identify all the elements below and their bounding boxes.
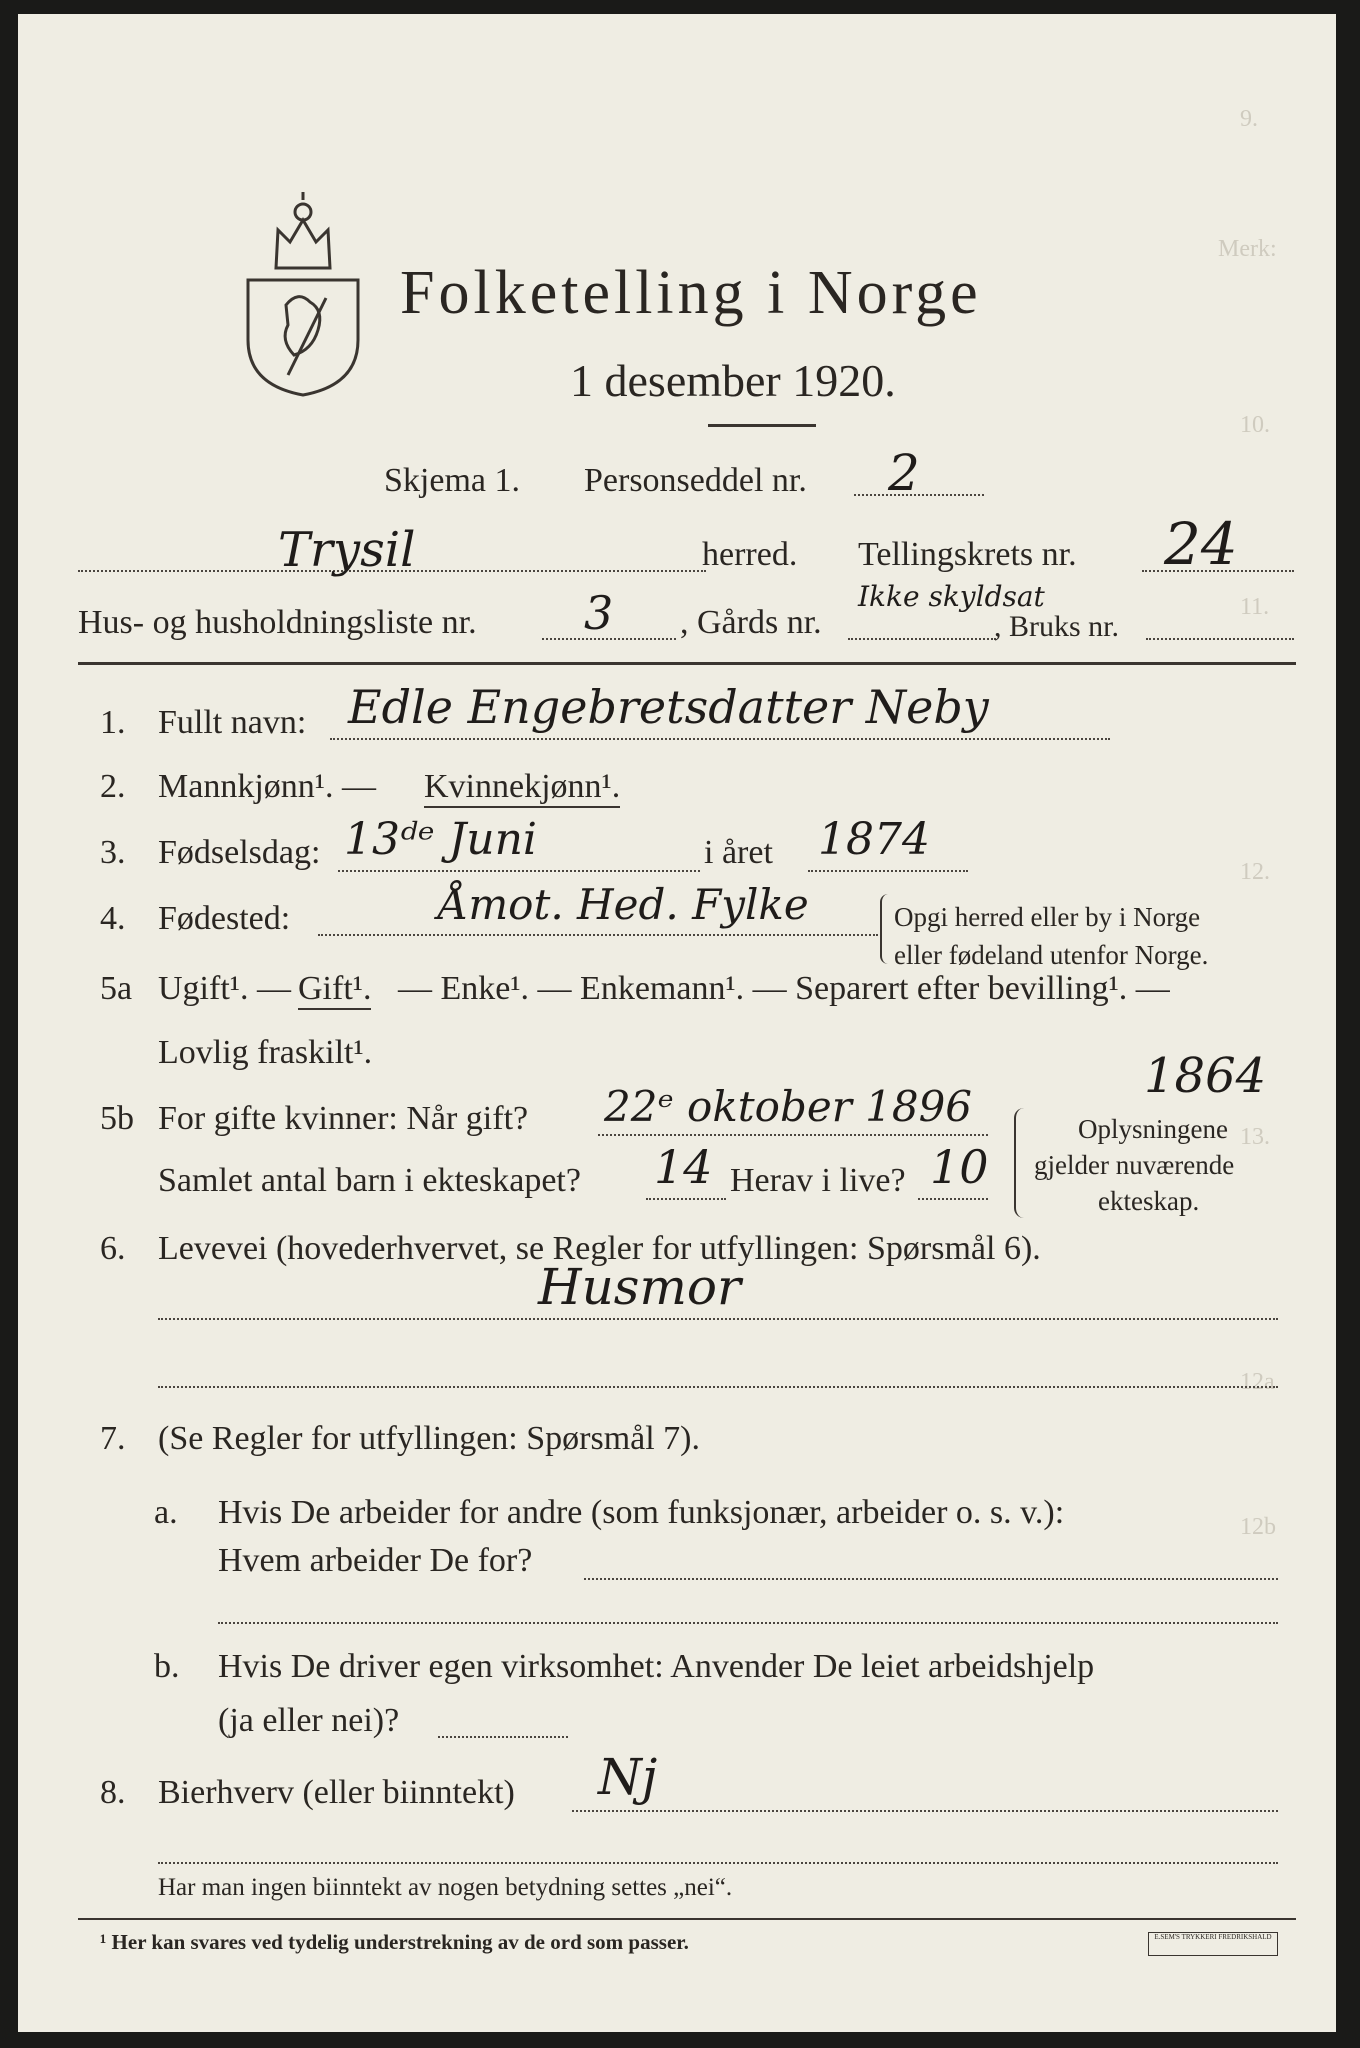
birthplace-value[interactable]: Åmot. Hed. Fylke xyxy=(438,880,809,929)
q3-year-label: i året xyxy=(704,834,773,871)
q1-line xyxy=(330,738,1110,740)
herred-label: herred. xyxy=(702,536,798,573)
form-date: 1 desember 1920. xyxy=(570,355,896,406)
q4-label: Fødested: xyxy=(158,900,291,937)
married-date-value[interactable]: 22ᵉ oktober 1896 xyxy=(604,1082,973,1131)
q5b-alive-line xyxy=(918,1198,988,1200)
q1-number: 1. xyxy=(100,704,126,741)
q5b-label: For gifte kvinner: Når gift? xyxy=(158,1100,529,1137)
footer-rule xyxy=(158,1862,1278,1864)
gender-male-option[interactable]: Mannkjønn¹. — xyxy=(158,768,376,805)
q4-brace xyxy=(880,894,890,964)
q6-label: Levevei (hovederhvervet, se Regler for utfyllingen: Spørsmål 6). xyxy=(158,1230,1041,1267)
q3-year-line xyxy=(808,870,968,872)
gender-female-option[interactable]: Kvinnekjønn¹. xyxy=(424,768,620,808)
bruks-label: , Bruks nr. xyxy=(994,610,1120,643)
q3-label: Fødselsdag: xyxy=(158,834,321,871)
q5b-brace xyxy=(1014,1108,1026,1218)
full-name-value[interactable]: Edle Engebretsdatter Neby xyxy=(348,680,989,734)
q5b-married-line xyxy=(598,1134,988,1136)
personseddel-label: Personseddel nr. xyxy=(584,462,807,499)
q4-note-line1: Opgi herred eller by i Norge xyxy=(894,902,1201,932)
q7b-number: b. xyxy=(154,1648,180,1685)
marital-other-options[interactable]: — Enke¹. — Enkemann¹. — Separert efter bevilling¹. — xyxy=(398,970,1170,1007)
children-count-value[interactable]: 14 xyxy=(654,1140,713,1194)
skjema-label: Skjema 1. xyxy=(384,462,520,499)
q8-number: 8. xyxy=(100,1774,126,1811)
q7a-label: Hvis De arbeider for andre (som funksjonær, arbeider o. s. v.): xyxy=(218,1494,1065,1531)
q7b-label: Hvis De driver egen virksomhet: Anvender De leiet arbeidshjelp xyxy=(218,1648,1095,1685)
coat-of-arms-icon xyxy=(238,190,368,400)
bruks-line xyxy=(1146,638,1294,640)
marital-gift-option[interactable]: Gift¹. xyxy=(298,970,371,1010)
q1-label: Fullt navn: xyxy=(158,704,307,741)
gards-value[interactable]: Ikke skyldsat xyxy=(858,580,1045,613)
children-alive-value[interactable]: 10 xyxy=(930,1140,989,1194)
tellingskrets-value[interactable]: 24 xyxy=(1164,510,1238,578)
q4-number: 4. xyxy=(100,900,126,937)
herred-value[interactable]: Trysil xyxy=(278,522,416,578)
q6-number: 6. xyxy=(100,1230,126,1267)
bleed-through-mark: 9. xyxy=(1240,106,1258,132)
tellingskrets-label: Tellingskrets nr. xyxy=(858,536,1077,573)
bleed-through-mark: 12. xyxy=(1240,859,1270,885)
q8-line xyxy=(572,1810,1278,1812)
header-divider xyxy=(78,662,1296,665)
birthdate-value[interactable]: 13ᵈᵉ Juni xyxy=(344,814,537,865)
q2-number: 2. xyxy=(100,768,126,805)
side-income-value[interactable]: Nj xyxy=(598,1748,658,1806)
q5b-note-line1: Oplysningene xyxy=(1078,1114,1228,1144)
bleed-through-mark: 10. xyxy=(1240,412,1270,438)
q5b-children-label: Samlet antal barn i ekteskapet? xyxy=(158,1162,581,1199)
footnote-divider xyxy=(78,1918,1296,1920)
birth-year-value[interactable]: 1874 xyxy=(818,814,930,865)
census-form-page xyxy=(18,14,1336,2032)
q7-number: 7. xyxy=(100,1420,126,1457)
marital-fraskilt-option[interactable]: Lovlig fraskilt¹. xyxy=(158,1034,373,1071)
bleed-through-mark: 11. xyxy=(1240,594,1270,620)
q5b-alive-label: Herav i live? xyxy=(730,1162,906,1199)
occupation-value[interactable]: Husmor xyxy=(538,1258,741,1316)
q3-number: 3. xyxy=(100,834,126,871)
q5a-number: 5a xyxy=(100,970,133,1007)
bleed-through-mark: 12b xyxy=(1240,1514,1276,1540)
q5b-note-line3: ekteskap. xyxy=(1098,1186,1200,1216)
bleed-through-mark: Merk: xyxy=(1218,236,1277,262)
margin-note-year: 1864 xyxy=(1144,1048,1267,1104)
q5b-note-line2: gjelder nuværende xyxy=(1034,1150,1235,1180)
q4-note-line2: eller fødeland utenfor Norge. xyxy=(894,940,1209,970)
personseddel-value[interactable]: 2 xyxy=(888,444,920,502)
q7a-line-2 xyxy=(218,1622,1278,1624)
q7a-label-2: Hvem arbeider De for? xyxy=(218,1542,533,1579)
footnote: ¹ Her kan svares ved tydelig understrekning av de ord som passer. xyxy=(100,1930,689,1954)
hus-label: Hus- og husholdningsliste nr. xyxy=(78,604,477,641)
q7-label: (Se Regler for utfyllingen: Spørsmål 7). xyxy=(158,1420,701,1457)
q6-line-1 xyxy=(158,1318,1278,1320)
printer-stamp: E.SEM'S TRYKKERI FREDRIKSHALD xyxy=(1148,1932,1278,1956)
marital-ugift-option[interactable]: Ugift¹. — xyxy=(158,970,291,1007)
title-divider xyxy=(708,424,816,427)
form-title: Folketelling i Norge xyxy=(400,259,982,327)
q8-label: Bierhverv (eller biinntekt) xyxy=(158,1774,515,1811)
hus-value[interactable]: 3 xyxy=(584,586,614,640)
q5b-children-line xyxy=(646,1198,726,1200)
q6-line-2 xyxy=(158,1386,1278,1388)
q5b-number: 5b xyxy=(100,1100,134,1137)
bleed-through-mark: 12a xyxy=(1240,1369,1275,1395)
gards-label: , Gårds nr. xyxy=(680,604,822,641)
q4-line xyxy=(318,934,878,936)
q7a-line-1 xyxy=(584,1578,1278,1580)
footer-note: Har man ingen biinntekt av nogen betydning settes „nei“. xyxy=(158,1874,733,1901)
q7b-line xyxy=(438,1736,568,1738)
bleed-through-mark: 13. xyxy=(1240,1124,1270,1150)
q7a-number: a. xyxy=(154,1494,178,1531)
q3-line xyxy=(338,870,700,872)
q7b-label-2: (ja eller nei)? xyxy=(218,1702,400,1739)
gards-line xyxy=(848,638,996,640)
